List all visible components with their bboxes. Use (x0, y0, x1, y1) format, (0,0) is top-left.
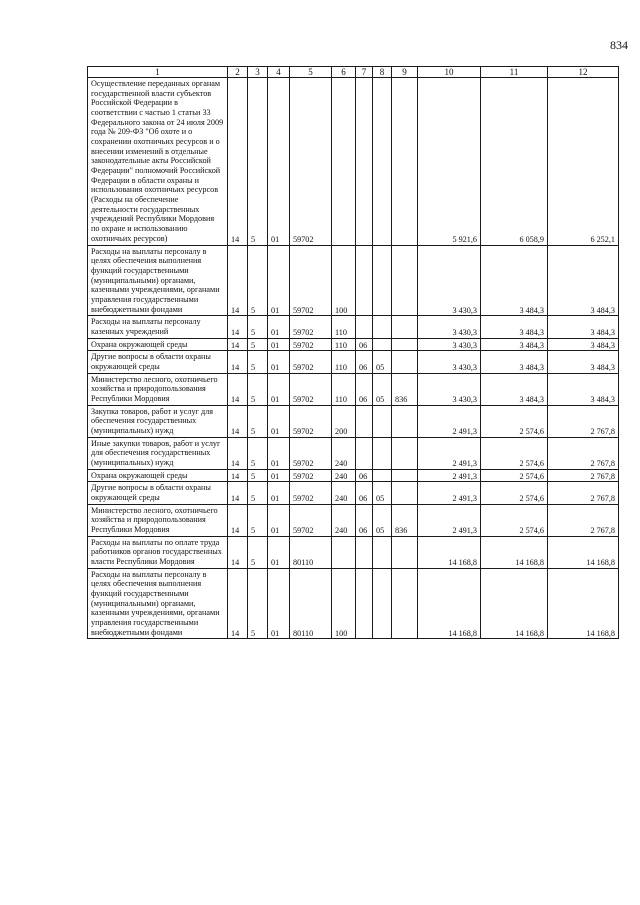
row-code-col6: 200 (332, 405, 356, 437)
row-code-col5: 59702 (290, 351, 332, 373)
row-amount-col10: 2 491,3 (418, 469, 481, 482)
row-code-col7: 06 (356, 504, 373, 536)
row-code-col5: 59702 (290, 316, 332, 338)
row-code-col9 (392, 316, 418, 338)
row-code-col4: 01 (268, 373, 290, 405)
row-code-col3: 5 (248, 373, 268, 405)
row-code-col2: 14 (228, 482, 248, 504)
row-amount-col11: 3 484,3 (481, 373, 548, 405)
row-code-col4: 01 (268, 536, 290, 568)
row-code-col9: 836 (392, 504, 418, 536)
row-description: Расходы на выплаты персоналу в целях обеспечения выполнения функций государственными (муниципальными) органами, казенными учреждениями, органами управления государственными внебюджетными фондами (88, 568, 228, 639)
row-amount-col12: 2 767,8 (548, 469, 619, 482)
row-code-col7: 06 (356, 351, 373, 373)
row-amount-col12: 3 484,3 (548, 338, 619, 351)
row-code-col4: 01 (268, 245, 290, 316)
row-description: Министерство лесного, охотничьего хозяйства и природопользования Республики Мордовия (88, 373, 228, 405)
row-amount-col12: 3 484,3 (548, 373, 619, 405)
row-amount-col12: 14 168,8 (548, 568, 619, 639)
row-code-col7: 06 (356, 469, 373, 482)
row-code-col9 (392, 482, 418, 504)
header-cell: 11 (481, 67, 548, 78)
row-code-col2: 14 (228, 338, 248, 351)
row-code-col9 (392, 536, 418, 568)
row-code-col8 (373, 568, 392, 639)
row-code-col2: 14 (228, 316, 248, 338)
row-code-col9 (392, 245, 418, 316)
row-code-col3: 5 (248, 405, 268, 437)
row-code-col9 (392, 78, 418, 245)
row-code-col4: 01 (268, 568, 290, 639)
row-code-col2: 14 (228, 245, 248, 316)
row-code-col3: 5 (248, 536, 268, 568)
row-amount-col11: 3 484,3 (481, 351, 548, 373)
page-number: 834 (610, 38, 628, 52)
row-description: Расходы на выплаты персоналу казенных учреждений (88, 316, 228, 338)
row-amount-col11: 2 574,6 (481, 437, 548, 469)
row-code-col4: 01 (268, 316, 290, 338)
row-code-col6: 110 (332, 351, 356, 373)
table-row (88, 338, 619, 351)
row-amount-col12: 2 767,8 (548, 504, 619, 536)
row-amount-col11: 3 484,3 (481, 245, 548, 316)
row-code-col7: 06 (356, 482, 373, 504)
row-amount-col12: 2 767,8 (548, 437, 619, 469)
row-amount-col11: 2 574,6 (481, 482, 548, 504)
row-code-col5: 59702 (290, 482, 332, 504)
table-row (88, 245, 619, 316)
row-amount-col10: 3 430,3 (418, 351, 481, 373)
row-code-col3: 5 (248, 338, 268, 351)
row-code-col6: 240 (332, 469, 356, 482)
row-code-col3: 5 (248, 568, 268, 639)
row-amount-col10: 2 491,3 (418, 405, 481, 437)
row-code-col6: 240 (332, 504, 356, 536)
row-amount-col12: 3 484,3 (548, 245, 619, 316)
table-row (88, 78, 619, 245)
header-cell: 5 (290, 67, 332, 78)
row-code-col4: 01 (268, 351, 290, 373)
row-code-col8 (373, 245, 392, 316)
row-code-col9 (392, 338, 418, 351)
row-code-col3: 5 (248, 78, 268, 245)
row-code-col2: 14 (228, 469, 248, 482)
header-cell: 6 (332, 67, 356, 78)
row-code-col8 (373, 405, 392, 437)
header-cell: 1 (88, 67, 228, 78)
table-row (88, 536, 619, 568)
row-amount-col10: 14 168,8 (418, 536, 481, 568)
header-cell: 2 (228, 67, 248, 78)
row-amount-col12: 2 767,8 (548, 482, 619, 504)
row-code-col9: 836 (392, 373, 418, 405)
row-amount-col12: 2 767,8 (548, 405, 619, 437)
row-amount-col10: 2 491,3 (418, 504, 481, 536)
row-code-col9 (392, 437, 418, 469)
row-code-col5: 59702 (290, 504, 332, 536)
row-code-col2: 14 (228, 504, 248, 536)
row-code-col8: 05 (373, 351, 392, 373)
row-description: Расходы на выплаты по оплате труда работников органов государственных власти Республики Мордовия (88, 536, 228, 568)
row-code-col7 (356, 437, 373, 469)
row-description: Осуществление переданных органам государственной власти субъектов Российской Федерации в соответствии с частью 1 статьи 33 Федерального закона от 24 июля 2009 года № 209-ФЗ "Об охоте и о сохранении охотничьих ресурсов и о внесении изменений в отдельные законодательные акты Российской Федерации" полномочий Российской Федерации в области охраны и использования охотничьих ресурсов (Расходы на обеспечение деятельности государственных учреждений Республики Мордовия по охране и использованию охотничьих ресурсов) (88, 78, 228, 245)
row-code-col9 (392, 568, 418, 639)
row-amount-col10: 5 921,6 (418, 78, 481, 245)
row-code-col8: 05 (373, 482, 392, 504)
row-description: Охрана окружающей среды (88, 469, 228, 482)
row-description: Другие вопросы в области охраны окружающей среды (88, 482, 228, 504)
row-amount-col10: 2 491,3 (418, 437, 481, 469)
row-code-col6: 110 (332, 338, 356, 351)
row-amount-col10: 14 168,8 (418, 568, 481, 639)
row-code-col7 (356, 245, 373, 316)
row-code-col6: 240 (332, 482, 356, 504)
table-row (88, 568, 619, 639)
row-code-col5: 59702 (290, 437, 332, 469)
row-code-col2: 14 (228, 405, 248, 437)
row-code-col7 (356, 316, 373, 338)
row-amount-col10: 3 430,3 (418, 338, 481, 351)
row-code-col8 (373, 437, 392, 469)
row-amount-col12: 6 252,1 (548, 78, 619, 245)
row-code-col3: 5 (248, 316, 268, 338)
row-amount-col10: 3 430,3 (418, 245, 481, 316)
row-amount-col12: 3 484,3 (548, 316, 619, 338)
table-row (88, 405, 619, 437)
table-row (88, 373, 619, 405)
row-code-col6: 100 (332, 568, 356, 639)
table-row (88, 504, 619, 536)
row-code-col9 (392, 405, 418, 437)
row-code-col6 (332, 78, 356, 245)
row-amount-col11: 2 574,6 (481, 469, 548, 482)
row-code-col6: 240 (332, 437, 356, 469)
row-code-col5: 59702 (290, 405, 332, 437)
row-code-col3: 5 (248, 245, 268, 316)
row-amount-col11: 2 574,6 (481, 405, 548, 437)
row-code-col6: 100 (332, 245, 356, 316)
row-code-col7 (356, 536, 373, 568)
row-code-col4: 01 (268, 338, 290, 351)
row-code-col2: 14 (228, 373, 248, 405)
row-description: Министерство лесного, охотничьего хозяйства и природопользования Республики Мордовия (88, 504, 228, 536)
header-cell: 9 (392, 67, 418, 78)
table-row (88, 316, 619, 338)
row-code-col3: 5 (248, 437, 268, 469)
row-code-col2: 14 (228, 351, 248, 373)
row-code-col5: 59702 (290, 245, 332, 316)
row-amount-col11: 3 484,3 (481, 338, 548, 351)
row-description: Расходы на выплаты персоналу в целях обеспечения выполнения функций государственными (муниципальными) органами, казенными учреждениями, органами управления государственными внебюджетными фондами (88, 245, 228, 316)
row-description: Другие вопросы в области охраны окружающей среды (88, 351, 228, 373)
row-code-col3: 5 (248, 351, 268, 373)
row-code-col4: 01 (268, 437, 290, 469)
header-cell: 4 (268, 67, 290, 78)
row-description: Закупка товаров, работ и услуг для обеспечения государственных (муниципальных) нужд (88, 405, 228, 437)
row-code-col8 (373, 469, 392, 482)
row-amount-col11: 14 168,8 (481, 568, 548, 639)
table-row (88, 351, 619, 373)
row-code-col5: 80110 (290, 568, 332, 639)
row-code-col8 (373, 78, 392, 245)
row-code-col7 (356, 78, 373, 245)
row-code-col2: 14 (228, 536, 248, 568)
row-code-col4: 01 (268, 504, 290, 536)
row-code-col3: 5 (248, 504, 268, 536)
row-code-col2: 14 (228, 437, 248, 469)
row-code-col5: 59702 (290, 78, 332, 245)
row-code-col7: 06 (356, 338, 373, 351)
row-code-col4: 01 (268, 405, 290, 437)
row-amount-col11: 2 574,6 (481, 504, 548, 536)
row-code-col8: 05 (373, 373, 392, 405)
header-cell: 8 (373, 67, 392, 78)
row-description: Иные закупки товаров, работ и услуг для обеспечения государственных (муниципальных) нужд (88, 437, 228, 469)
row-amount-col12: 3 484,3 (548, 351, 619, 373)
row-code-col3: 5 (248, 482, 268, 504)
row-code-col5: 59702 (290, 469, 332, 482)
row-amount-col10: 3 430,3 (418, 316, 481, 338)
row-code-col8 (373, 536, 392, 568)
header-cell: 3 (248, 67, 268, 78)
row-code-col4: 01 (268, 469, 290, 482)
header-cell: 12 (548, 67, 619, 78)
header-cell: 7 (356, 67, 373, 78)
row-code-col2: 14 (228, 568, 248, 639)
row-code-col2: 14 (228, 78, 248, 245)
row-code-col6: 110 (332, 316, 356, 338)
row-amount-col11: 14 168,8 (481, 536, 548, 568)
row-code-col7: 06 (356, 373, 373, 405)
table-row (88, 482, 619, 504)
row-amount-col11: 6 058,9 (481, 78, 548, 245)
row-code-col7 (356, 405, 373, 437)
budget-table (87, 66, 619, 639)
row-code-col8: 05 (373, 504, 392, 536)
row-code-col5: 59702 (290, 338, 332, 351)
header-cell: 10 (418, 67, 481, 78)
row-amount-col10: 3 430,3 (418, 373, 481, 405)
row-amount-col11: 3 484,3 (481, 316, 548, 338)
row-code-col4: 01 (268, 482, 290, 504)
row-code-col5: 59702 (290, 373, 332, 405)
table-row (88, 437, 619, 469)
row-code-col8 (373, 316, 392, 338)
row-code-col7 (356, 568, 373, 639)
row-code-col5: 80110 (290, 536, 332, 568)
row-code-col3: 5 (248, 469, 268, 482)
row-code-col6 (332, 536, 356, 568)
table-row (88, 469, 619, 482)
header-row (88, 67, 619, 78)
table-body (88, 78, 619, 639)
row-description: Охрана окружающей среды (88, 338, 228, 351)
row-amount-col10: 2 491,3 (418, 482, 481, 504)
row-code-col9 (392, 351, 418, 373)
row-code-col9 (392, 469, 418, 482)
row-code-col8 (373, 338, 392, 351)
row-code-col4: 01 (268, 78, 290, 245)
row-amount-col12: 14 168,8 (548, 536, 619, 568)
row-code-col6: 110 (332, 373, 356, 405)
